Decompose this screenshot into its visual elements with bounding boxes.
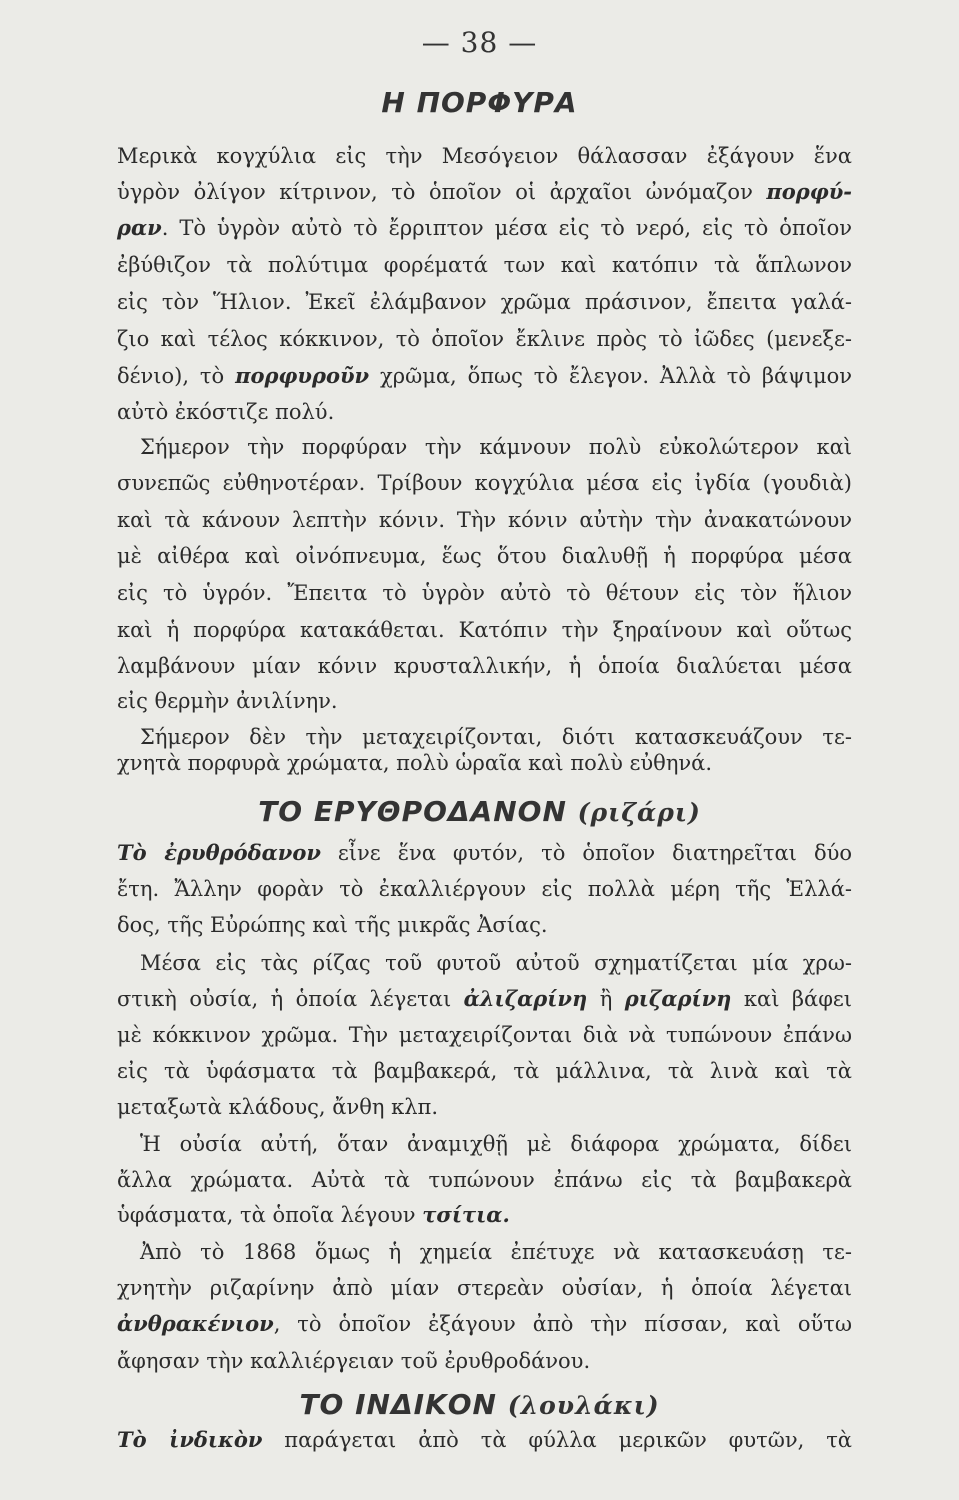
emphasized-term: πορφυροῦν	[235, 363, 370, 388]
text-run: Μερικὰ κογχύλια εἰς τὴν Μεσόγειον θάλασσαν ἐξάγουν ἕνα	[117, 144, 852, 168]
text-line	[140, 948, 852, 978]
text-line	[117, 541, 852, 571]
text-run: καὶ βάφει	[731, 987, 853, 1011]
text-line	[117, 874, 852, 904]
text-line	[140, 1129, 852, 1159]
section-subtitle: (ριζάρι)	[577, 798, 701, 827]
text-run: ζιο καὶ τέλος κόκκινον, τὸ ὁποῖον ἔκλινε πρὸς τὸ ἰῶδες (μενεξε-	[117, 327, 852, 351]
text-line	[117, 324, 852, 354]
text-line	[117, 468, 852, 498]
text-line	[140, 1237, 852, 1267]
text-line	[117, 686, 852, 716]
text-run: μεταξωτὰ κλάδους, ἄνθη κλπ.	[117, 1095, 439, 1119]
section-heading	[0, 1388, 959, 1421]
text-run: χνητὴν ριζαρίνην ἀπὸ μίαν στερεὰν οὐσίαν, ἡ ὁποία λέγεται	[117, 1276, 852, 1300]
text-run: εἰς τὸ ὑγρόν. Ἔπειτα τὸ ὑγρὸν αὐτὸ τὸ θέτουν εἰς τὸν ἥλιον	[117, 581, 852, 605]
text-run: αὐτὸ ἐκόστιζε πολύ.	[117, 400, 335, 424]
emphasized-term: πορφύ-	[766, 179, 852, 204]
text-run: , τὸ ὁποῖον ἐξάγουν ἀπὸ τὴν πίσσαν, καὶ οὕτω	[273, 1312, 852, 1336]
text-line	[117, 838, 852, 868]
text-line	[117, 1425, 852, 1455]
text-run: χνητὰ πορφυρὰ χρώματα, πολὺ ὡραῖα καὶ πολὺ εὐθηνά.	[117, 751, 713, 775]
text-run: ἐβύθιζον τὰ πολύτιμα φορέματά των καὶ κατόπιν τὰ ἅπλωνον	[117, 253, 852, 277]
section-heading	[0, 795, 959, 828]
text-line	[117, 1346, 852, 1376]
text-line	[117, 984, 852, 1014]
page-number: — 38 —	[421, 26, 538, 59]
text-run: εἰς τὸν Ἥλιον. Ἐκεῖ ἐλάμβανον χρῶμα πράσινον, ἔπειτα γαλά-	[117, 290, 852, 314]
section-heading	[0, 86, 959, 119]
text-line	[117, 1056, 852, 1086]
text-run: Ἀπὸ τὸ 1868 ὅμως ἡ χημεία ἐπέτυχε νὰ κατασκευάσῃ τε-	[140, 1240, 852, 1264]
text-run: μὲ αἰθέρα καὶ οἰνόπνευμα, ἕως ὅτου διαλυθῇ ἡ πορφύρα μέσα	[117, 544, 852, 568]
text-run: δένιο), τὸ	[117, 364, 236, 388]
text-line	[117, 748, 852, 778]
text-line	[117, 1165, 852, 1195]
text-line	[117, 1200, 852, 1230]
text-run: . Τὸ ὑγρὸν αὐτὸ τὸ ἔρριπτον μέσα εἰς τὸ νερό, εἰς τὸ ὁποῖον	[161, 216, 852, 240]
text-line	[117, 1092, 852, 1122]
text-line	[117, 250, 852, 280]
emphasized-term: ἀνθρακένιον	[117, 1311, 274, 1336]
emphasized-term: ραν	[117, 215, 162, 240]
text-run: ἔτη. Ἄλλην φορὰν τὸ ἐκαλλιέργουν εἰς πολλὰ μέρη τῆς Ἑλλά-	[117, 877, 852, 901]
text-run: ὑγρὸν ὀλίγον κίτρινον, τὸ ὁποῖον οἱ ἀρχαῖοι ὠνόμαζον	[117, 180, 767, 204]
text-line	[117, 1273, 852, 1303]
text-run: Ἡ οὐσία αὐτή, ὅταν ἀναμιχθῇ μὲ διάφορα χρώματα, δίδει	[140, 1132, 852, 1156]
text-run: ἢ	[587, 987, 625, 1011]
text-run: Σήμερον τὴν πορφύραν τὴν κάμνουν πολὺ εὐκολώτερον καὶ	[140, 435, 852, 459]
section-title: Η ΠΟΡΦΥΡΑ	[381, 86, 578, 119]
section-title: ΤΟ ΕΡΥΘΡΟΔΑΝΟΝ	[258, 795, 567, 828]
text-line	[117, 287, 852, 317]
text-run: Μέσα εἰς τὰς ρίζας τοῦ φυτοῦ αὐτοῦ σχηματίζεται μία χρω-	[140, 951, 852, 975]
text-line	[117, 1020, 852, 1050]
text-line	[117, 177, 852, 207]
text-line	[117, 1309, 852, 1339]
text-run: λαμβάνουν μίαν κόνιν κρυσταλλικήν, ἡ ὁποία διαλύεται μέσα	[117, 654, 852, 678]
text-line	[117, 505, 852, 535]
emphasized-term: Τὸ ἐρυθρόδανον	[117, 840, 321, 865]
text-line	[117, 361, 852, 391]
emphasized-term: ριζαρίνη	[624, 986, 732, 1011]
text-line	[117, 213, 852, 243]
text-run: εἰς τὰ ὑφάσματα τὰ βαμβακερά, τὰ μάλλινα, τὰ λινὰ καὶ τὰ	[117, 1059, 852, 1083]
section-subtitle: (λουλάκι)	[507, 1391, 660, 1420]
text-run: χρῶμα, ὅπως τὸ ἔλεγον. Ἀλλὰ τὸ βάψιμον	[369, 364, 852, 388]
text-line	[117, 615, 852, 645]
text-run: καὶ τὰ κάνουν λεπτὴν κόνιν. Τὴν κόνιν αὐτὴν τὴν ἀνακατώνουν	[117, 508, 852, 532]
text-run: συνεπῶς εὐθηνοτέραν. Τρίβουν κογχύλια μέσα εἰς ἰγδία (γουδιὰ)	[117, 471, 852, 495]
text-run: μὲ κόκκινον χρῶμα. Τὴν μεταχειρίζονται διὰ νὰ τυπώνουν ἐπάνω	[117, 1023, 852, 1047]
text-run: ἄλλα χρώματα. Αὐτὰ τὰ τυπώνουν ἐπάνω εἰς τὰ βαμβακερὰ	[117, 1168, 852, 1192]
text-run: ἄφησαν τὴν καλλιέργειαν τοῦ ἐρυθροδάνου.	[117, 1349, 591, 1373]
text-run: παράγεται ἀπὸ τὰ φύλλα μερικῶν φυτῶν, τὰ	[262, 1428, 852, 1452]
text-line	[117, 910, 852, 940]
text-run: εἰς θερμὴν ἀνιλίνην.	[117, 689, 338, 713]
emphasized-term: ἀλιζαρίνη	[463, 986, 588, 1011]
text-run: ὑφάσματα, τὰ ὁποῖα λέγουν	[117, 1203, 423, 1227]
text-run: εἶνε ἕνα φυτόν, τὸ ὁποῖον διατηρεῖται δύο	[320, 841, 852, 865]
text-run: δος, τῆς Εὐρώπης καὶ τῆς μικρᾶς Ἀσίας.	[117, 913, 548, 937]
text-line	[117, 141, 852, 171]
section-title: ΤΟ ΙΝΔΙΚΟΝ	[299, 1388, 497, 1421]
text-run: στικὴ οὐσία, ἡ ὁποία λέγεται	[117, 987, 464, 1011]
emphasized-term: τσίτια.	[422, 1202, 510, 1227]
text-run: Σήμερον δὲν τὴν μεταχειρίζονται, διότι κατασκευάζουν τε-	[140, 725, 852, 749]
emphasized-term: Τὸ ἰνδικὸν	[117, 1427, 263, 1452]
text-run: καὶ ἡ πορφύρα κατακάθεται. Κατόπιν τὴν ξηραίνουν καὶ οὕτως	[117, 618, 852, 642]
text-line	[117, 578, 852, 608]
text-line	[117, 397, 852, 427]
text-line	[140, 432, 852, 462]
text-line	[117, 651, 852, 681]
